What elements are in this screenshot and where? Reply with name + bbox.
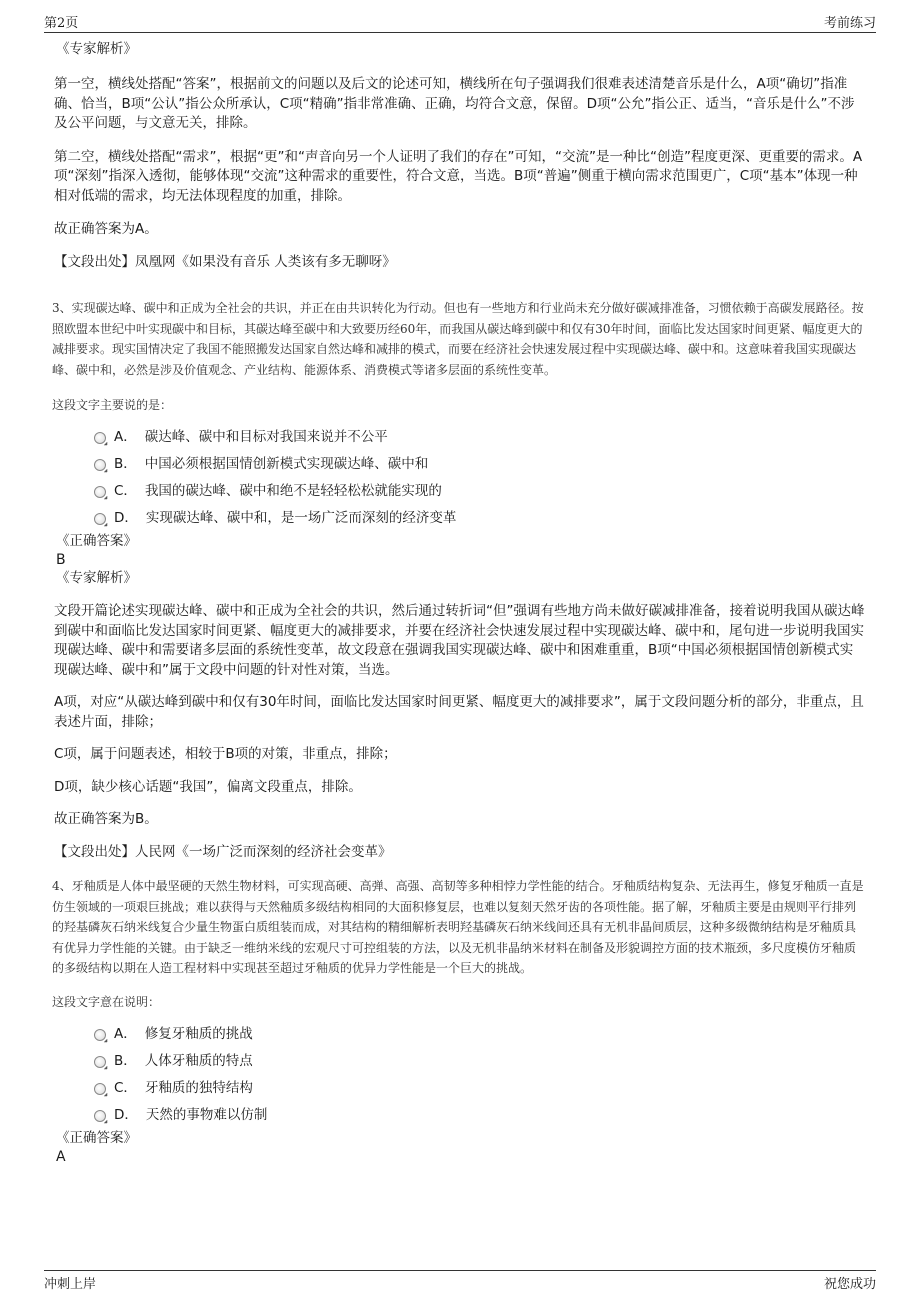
radio-icon[interactable] (94, 513, 106, 525)
q3-analysis-paragraph-1: 文段开篇论述实现碳达峰、碳中和正成为全社会的共识，然后通过转折词“但”强调有些地方尚未做好碳减排准备，接着说明我国从碳达峰到碳中和面临比发达国家时间更紧、幅度更大的减排要求，并要在经济社会快速发展过程中实现碳达峰、碳中和，尾句进一步说明我国实现碳达峰、碳中和需要诸多层面的系统性变革，故文段意在强调我国实现碳达峰、碳中和困难重重，B项“中国必须根据国情创新模式实现碳达峰、碳中和”属于文段中问题的针对性对策，当选。 (54, 603, 865, 678)
q4-answer: A (56, 1148, 66, 1165)
q3-analysis-paragraph-4: D项，缺少核心话题“我国”，偏离文段重点，排除。 (54, 778, 362, 795)
page-footer (44, 1270, 876, 1295)
q3-analysis-paragraph-2: A项，对应“从碳达峰到碳中和仅有30年时间，面临比发达国家时间更紧、幅度更大的减排要求”，属于文段问题分析的部分，非重点，且表述片面，排除； (54, 694, 864, 730)
q3-prompt: 这段文字主要说的是： (52, 398, 173, 412)
radio-icon[interactable] (94, 1110, 106, 1122)
page-content (54, 40, 866, 1166)
q4-option-d[interactable]: D． 天然的事物难以仿制 (54, 1102, 866, 1129)
q3-answer-tag: 《正确答案》 (56, 533, 137, 549)
q2-analysis-paragraph-2: 第二空，横线处搭配“需求”，根据“更”和“声音向另一个人证明了我们的存在”可知，“交流”是一种比“创造”程度更深、更重要的需求。A项“深刻”指深入透彻，能够体现“交流”这种需求的重要性，符合文意，当选。B项“普遍”侧重于横向需求范围更广，C项“基本”体现一种相对低端的需求，均无法体现程度的加重，排除。 (54, 148, 863, 204)
q3-option-d[interactable]: D． 实现碳达峰、碳中和，是一场广泛而深刻的经济变革 (54, 505, 866, 532)
q2-source: 【文段出处】凤凰网《如果没有音乐 人类该有多无聊呀》 (54, 253, 396, 270)
radio-icon[interactable] (94, 1056, 106, 1068)
q4-options (54, 1021, 866, 1129)
q4-option-a[interactable]: A． 修复牙釉质的挑战 (54, 1021, 866, 1048)
q4-option-b[interactable]: B． 人体牙釉质的特点 (54, 1048, 866, 1075)
footer-right-text: 祝您成功 (823, 1277, 876, 1292)
q3-option-b[interactable]: B． 中国必须根据国情创新模式实现碳达峰、碳中和 (54, 451, 866, 478)
page-header (44, 10, 876, 33)
q4-prompt: 这段文字意在说明： (52, 994, 161, 1009)
radio-icon[interactable] (94, 1083, 106, 1095)
q2-conclusion: 故正确答案为A。 (54, 221, 158, 237)
q2-analysis-paragraph-1: 第一空，横线处搭配“答案”，根据前文的问题以及后文的论述可知，横线所在句子强调我们很难表述清楚音乐是什么，A项“确切”指准确、恰当，B项“公认”指公众所承认，C项“精确”指非常准确、正确，均符合文意，保留。D项“公允”指公正、适当，“音乐是什么”不涉及公平问题，与文意无关，排除。 (54, 76, 855, 131)
radio-icon[interactable] (94, 432, 106, 444)
q3-analysis-tag: 《专家解析》 (56, 570, 137, 586)
q4-answer-tag: 《正确答案》 (56, 1129, 137, 1146)
q3-answer: B (56, 552, 66, 568)
q3-source: 【文段出处】人民网《一场广泛而深刻的经济社会变革》 (54, 843, 392, 860)
radio-icon[interactable] (94, 459, 106, 471)
radio-icon[interactable] (94, 486, 106, 498)
q4-text: 4、牙釉质是人体中最坚硬的天然生物材料，可实现高硬、高弹、高强、高韧等多种相悖力学性能的结合。牙釉质结构复杂、无法再生，修复牙釉质一直是仿生领域的一项艰巨挑战；难以获得与天然釉质多级结构相同的大面积修复层，也难以复刻天然牙齿的各项性能。据了解，牙釉质主要是由规则平行排列的羟基磷灰石纳米线复合少量生物蛋白质组装而成，对其结构的精细解析表明羟基磷灰石纳米线间还具有无机非晶间质层，这种多级微纳结构是牙釉质具有优异力学性能的关键。由于缺乏一维纳米线的宏观尺寸可控组装的方法，以及无机非晶纳米材料在制备及形貌调控方面的技术瓶颈，多尺度模仿牙釉质的多级结构以期在人造工程材料中实现甚至超过牙釉质的优异力学性能是一个巨大的挑战。 (52, 879, 864, 975)
q4-option-c[interactable]: C． 牙釉质的独特结构 (54, 1075, 866, 1102)
header-title: 考前练习 (823, 16, 876, 31)
q3-conclusion: 故正确答案为B。 (54, 811, 158, 827)
q3-text: 3、实现碳达峰、碳中和正成为全社会的共识，并正在由共识转化为行动。但也有一些地方和行业尚未充分做好碳减排准备，习惯依赖于高碳发展路径。按照欧盟本世纪中叶实现碳中和目标，其碳达峰至碳中和大致要历经60年，而我国从碳达峰到碳中和仅有30年时间，面临比发达国家时间更紧、幅度更大的减排要求。现实国情决定了我国不能照搬发达国家自然达峰和减排的模式，而要在经济社会快速发展过程中实现碳达峰、碳中和。这意味着我国实现碳达峰、碳中和，必然是涉及价值观念、产业结构、能源体系、消费模式等诸多层面的系统性变革。 (52, 301, 864, 377)
q2-analysis-tag: 《专家解析》 (56, 41, 137, 57)
q3-option-c[interactable]: C． 我国的碳达峰、碳中和绝不是轻轻松松就能实现的 (54, 478, 866, 505)
q3-options (54, 424, 866, 532)
q3-option-a[interactable]: A． 碳达峰、碳中和目标对我国来说并不公平 (54, 424, 866, 451)
q3-analysis-paragraph-3: C项，属于问题表述，相较于B项的对策，非重点，排除； (54, 746, 397, 762)
page-number: 第2页 (44, 16, 79, 31)
footer-left-text: 冲刺上岸 (44, 1277, 97, 1292)
radio-icon[interactable] (94, 1029, 106, 1041)
